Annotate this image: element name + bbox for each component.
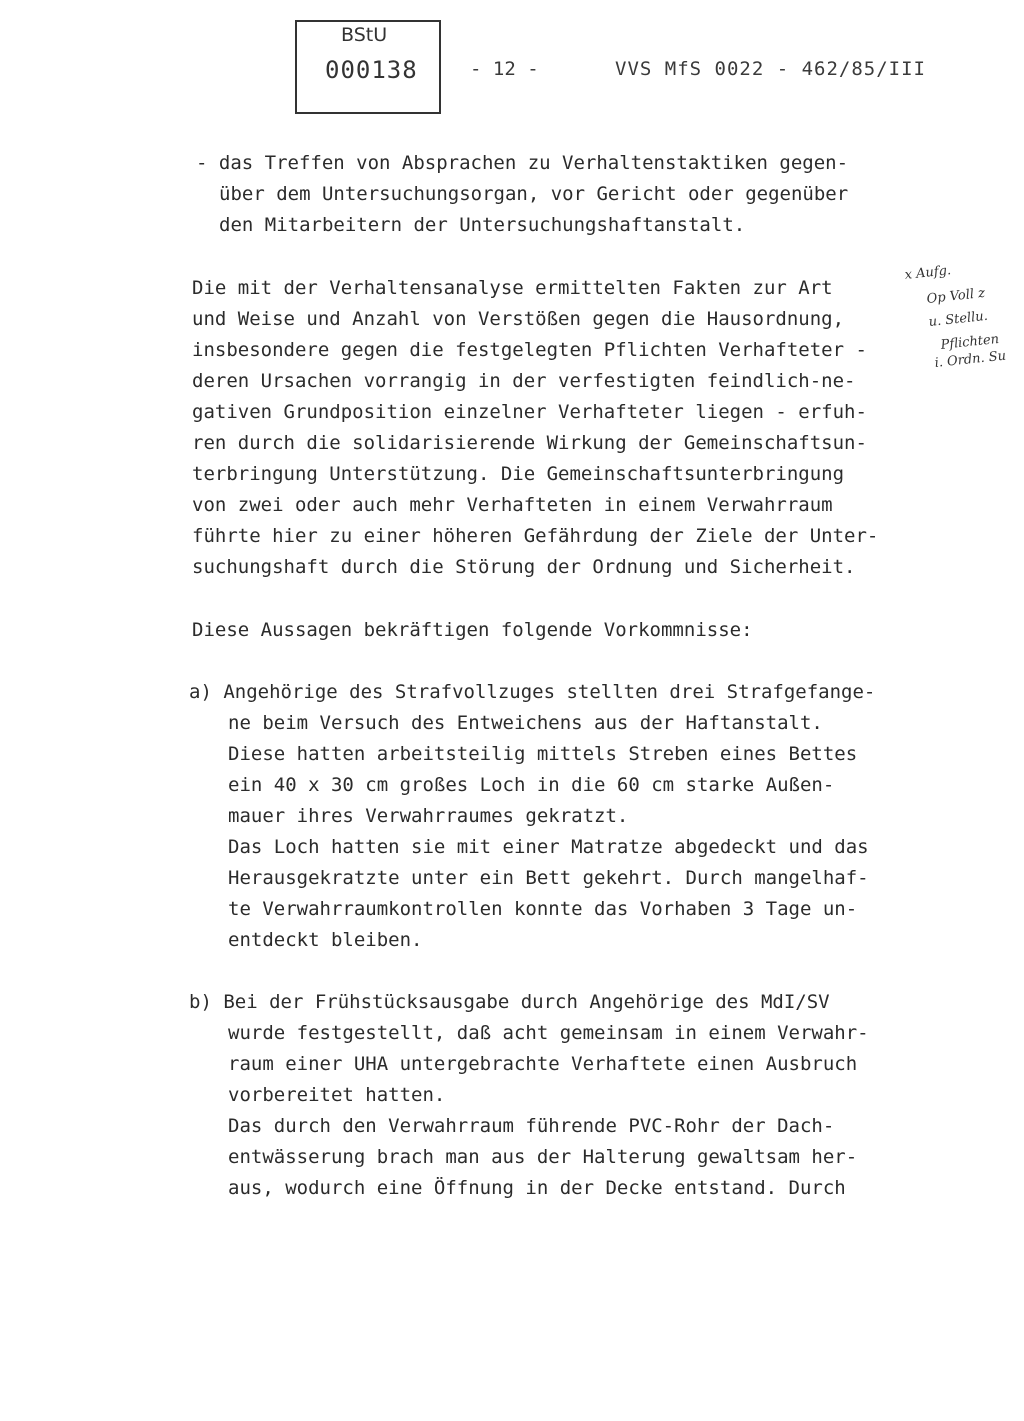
margin-note-line: x Aufg. bbox=[904, 263, 952, 283]
list-item-b: b) Bei der Frühstücksausgabe durch Angehörige des MdI/SV bbox=[189, 991, 830, 1013]
body-line: und Weise und Anzahl von Verstößen gegen die Hausordnung, bbox=[192, 308, 845, 330]
body-line: entdeckt bleiben. bbox=[228, 929, 423, 951]
body-line: Herausgekratzte unter ein Bett gekehrt. Durch mangelhaf- bbox=[228, 867, 869, 889]
body-line: deren Ursachen vorrangig in der verfestigten feindlich-ne- bbox=[192, 370, 856, 392]
body-line: Diese Aussagen bekräftigen folgende Vorkommnisse: bbox=[192, 619, 753, 641]
body-line: raum einer UHA untergebrachte Verhaftete einen Ausbruch bbox=[228, 1053, 858, 1075]
body-line: insbesondere gegen die festgelegten Pflichten Verhafteter - bbox=[192, 339, 867, 361]
body-line: terbringung Unterstützung. Die Gemeinschaftsunterbringung bbox=[192, 463, 845, 485]
body-line: führte hier zu einer höheren Gefährdung der Ziele der Unter- bbox=[192, 525, 879, 547]
margin-note-line: Pflichten bbox=[940, 331, 1000, 353]
body-line: entwässerung brach man aus der Halterung gewaltsam her- bbox=[228, 1146, 858, 1168]
stamp-number: 000138 bbox=[325, 56, 418, 84]
body-line: über dem Untersuchungsorgan, vor Gericht oder gegenüber bbox=[219, 183, 849, 205]
body-line: mauer ihres Verwahrraumes gekratzt. bbox=[228, 805, 629, 827]
list-item-a: a) Angehörige des Strafvollzuges stellten drei Strafgefange- bbox=[189, 681, 876, 703]
document-reference: VVS MfS 0022 - 462/85/III bbox=[615, 58, 926, 80]
body-line: gativen Grundposition einzelner Verhafteter liegen - erfuh- bbox=[192, 401, 867, 423]
body-line: aus, wodurch eine Öffnung in der Decke entstand. Durch bbox=[228, 1177, 846, 1199]
body-line: suchungshaft durch die Störung der Ordnung und Sicherheit. bbox=[192, 556, 856, 578]
margin-note-line: u. Stellu. bbox=[928, 308, 989, 330]
body-line: ne beim Versuch des Entweichens aus der Haftanstalt. bbox=[228, 712, 823, 734]
body-line: Das Loch hatten sie mit einer Matratze abgedeckt und das bbox=[228, 836, 869, 858]
body-line: wurde festgestellt, daß acht gemeinsam in einem Verwahr- bbox=[228, 1022, 869, 1044]
body-line: Das durch den Verwahrraum führende PVC-Rohr der Dach- bbox=[228, 1115, 835, 1137]
body-line: Die mit der Verhaltensanalyse ermittelten Fakten zur Art bbox=[192, 277, 833, 299]
archive-stamp bbox=[295, 20, 441, 114]
margin-note-line: i. Ordn. Su bbox=[934, 348, 1007, 371]
body-line: ren durch die solidarisierende Wirkung der Gemeinschaftsun- bbox=[192, 432, 867, 454]
body-line: von zwei oder auch mehr Verhafteten in einem Verwahrraum bbox=[192, 494, 833, 516]
body-line: te Verwahrraumkontrollen konnte das Vorhaben 3 Tage un- bbox=[228, 898, 858, 920]
body-line: - das Treffen von Absprachen zu Verhaltenstaktiken gegen- bbox=[196, 152, 849, 174]
body-line: vorbereitet hatten. bbox=[228, 1084, 446, 1106]
margin-note-line: Op Voll z bbox=[926, 285, 986, 307]
stamp-org: BStU bbox=[341, 24, 388, 46]
body-line: Diese hatten arbeitsteilig mittels Streben eines Bettes bbox=[228, 743, 858, 765]
body-line: ein 40 x 30 cm großes Loch in die 60 cm starke Außen- bbox=[228, 774, 835, 796]
page-number: - 12 - bbox=[470, 58, 539, 80]
body-line: den Mitarbeitern der Untersuchungshaftanstalt. bbox=[219, 214, 746, 236]
